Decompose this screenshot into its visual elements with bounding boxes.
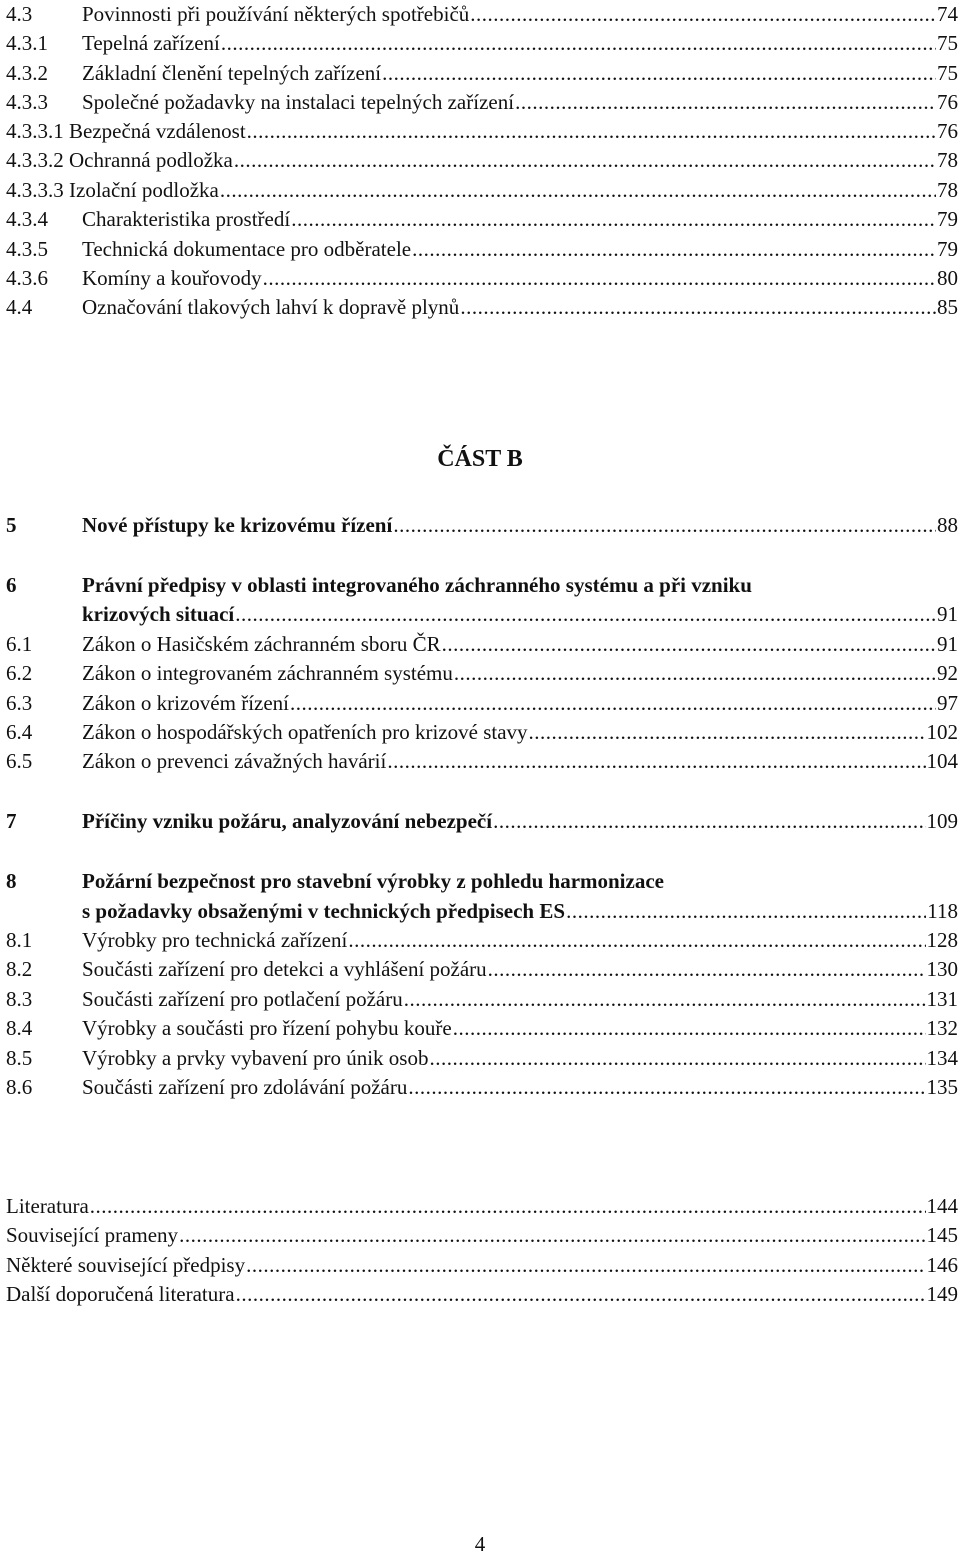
- dot-leader: [493, 806, 925, 836]
- toc-entry-title: Zákon o Hasičském záchranném sboru ČR: [82, 632, 441, 656]
- toc-entry[interactable]: [6, 292, 958, 322]
- dot-leader: [235, 599, 936, 629]
- toc-entry-title: Povinnosti při používání některých spotřebičů: [82, 2, 470, 26]
- dot-leader: [412, 234, 936, 264]
- toc-entry-page: 88: [937, 513, 958, 537]
- toc-entry-title: krizových situací: [82, 602, 235, 626]
- toc-entry-page: 132: [926, 1016, 958, 1040]
- toc-entry[interactable]: [6, 688, 958, 718]
- part-heading: ČÁST B: [437, 446, 523, 472]
- toc-entry-number: 8.1: [6, 928, 33, 952]
- dot-leader: [429, 1043, 925, 1073]
- toc-entry-number: 4.3.4: [6, 207, 48, 231]
- toc-entry-number: 6: [6, 573, 17, 597]
- toc-entry-title: Izolační podložka: [69, 178, 219, 202]
- toc-entry[interactable]: [6, 234, 958, 264]
- toc-entry-number: 8.4: [6, 1016, 33, 1040]
- toc-entry-number: 4.3.5: [6, 237, 48, 261]
- toc-entry-page: 128: [926, 928, 958, 952]
- toc-entry-title: Zákon o prevenci závažných havárií: [82, 749, 387, 773]
- toc-entry-number: 4.3.3: [6, 90, 48, 114]
- dot-leader: [179, 1220, 925, 1250]
- toc-entry[interactable]: [6, 175, 958, 205]
- toc-entry-page: 74: [937, 2, 958, 26]
- toc-entry-page: 146: [926, 1253, 958, 1277]
- toc-entry-title: Součásti zařízení pro detekci a vyhlášení požáru: [82, 957, 487, 981]
- toc-entry-title: Zákon o integrovaném záchranném systému: [82, 661, 453, 685]
- toc-entry-page: 92: [937, 661, 958, 685]
- toc-entry[interactable]: [6, 658, 958, 688]
- toc-entry-page: 75: [937, 31, 958, 55]
- toc-appendix-entry[interactable]: [6, 1191, 958, 1221]
- toc-entry-page: 80: [937, 266, 958, 290]
- dot-leader: [442, 629, 936, 659]
- toc-entry[interactable]: [6, 58, 958, 88]
- dot-leader: [290, 688, 936, 718]
- toc-entry-title: Základní členění tepelných zařízení: [82, 61, 382, 85]
- toc-chapter-continuation[interactable]: [6, 896, 958, 926]
- toc-chapter[interactable]: [6, 570, 958, 600]
- dot-leader: [348, 925, 925, 955]
- toc-entry-title: Označování tlakových lahví k dopravě plynů: [82, 295, 460, 319]
- toc-chapter[interactable]: [6, 510, 958, 540]
- toc-entry-page: 134: [926, 1046, 958, 1070]
- toc-entry-title: Příčiny vzniku požáru, analyzování nebezpečí: [82, 809, 493, 833]
- toc-entry-number: 6.2: [6, 661, 33, 685]
- toc-entry-page: 130: [926, 957, 958, 981]
- dot-leader: [234, 145, 936, 175]
- dot-leader: [460, 292, 936, 322]
- toc-entry-page: 78: [937, 148, 958, 172]
- toc-entry-page: 135: [926, 1075, 958, 1099]
- toc-entry-number: 5: [6, 513, 17, 537]
- toc-entry-number: 4.3.6: [6, 266, 48, 290]
- toc-entry-page: 79: [937, 207, 958, 231]
- toc-appendix-entry[interactable]: [6, 1250, 958, 1280]
- toc-entry-title: Bezpečná vzdálenost: [69, 119, 246, 143]
- toc-entry-page: 97: [937, 691, 958, 715]
- toc-entry[interactable]: [6, 116, 958, 146]
- toc-entry-number: 4.3.2: [6, 61, 48, 85]
- toc-entry-title: Výrobky pro technická zařízení: [82, 928, 348, 952]
- toc-entry-page: 149: [926, 1282, 958, 1306]
- toc-entry-title: Právní předpisy v oblasti integrovaného záchranného systému a při vzniku: [82, 573, 752, 597]
- toc-entry-title: Některé související předpisy: [6, 1253, 246, 1277]
- dot-leader: [515, 87, 936, 117]
- toc-entry[interactable]: [6, 717, 958, 747]
- toc-entry-page: 144: [926, 1194, 958, 1218]
- toc-appendix-entry[interactable]: [6, 1279, 958, 1309]
- toc-entry-title: Technická dokumentace pro odběratele: [82, 237, 412, 261]
- toc-entry[interactable]: [6, 0, 958, 29]
- toc-entry[interactable]: [6, 925, 958, 955]
- toc-entry[interactable]: [6, 954, 958, 984]
- toc-entry-page: 104: [926, 749, 958, 773]
- toc-entry-number: 8.2: [6, 957, 33, 981]
- toc-entry-page: 76: [937, 90, 958, 114]
- dot-leader: [404, 984, 926, 1014]
- toc-entry-title: Výrobky a prvky vybavení pro únik osob: [82, 1046, 429, 1070]
- dot-leader: [221, 28, 936, 58]
- toc-entry-title: Nové přístupy ke krizovému řízení: [82, 513, 393, 537]
- dot-leader: [90, 1191, 926, 1221]
- toc-entry-number: 8.6: [6, 1075, 33, 1099]
- toc-entry-title: Společné požadavky na instalaci tepelných zařízení: [82, 90, 515, 114]
- dot-leader: [566, 896, 926, 926]
- dot-leader: [236, 1279, 926, 1309]
- toc-entry-number: 4.3.3.2: [6, 148, 64, 172]
- toc-entry-number: 7: [6, 809, 17, 833]
- toc-chapter[interactable]: [6, 866, 958, 896]
- toc-entry-number: 8.5: [6, 1046, 33, 1070]
- toc-entry[interactable]: [6, 263, 958, 293]
- toc-entry-number: 4.3.3.1: [6, 119, 64, 143]
- toc-entry[interactable]: [6, 145, 958, 175]
- toc-entry[interactable]: [6, 629, 958, 659]
- toc-entry[interactable]: [6, 1013, 958, 1043]
- toc-entry-number: 6.3: [6, 691, 33, 715]
- toc-entry-page: 91: [937, 602, 958, 626]
- toc-entry-number: 6.4: [6, 720, 33, 744]
- toc-chapter-continuation[interactable]: [6, 599, 958, 629]
- toc-entry-title: Požární bezpečnost pro stavební výrobky z pohledu harmonizace: [82, 869, 664, 893]
- toc-entry-title: Zákon o hospodářských opatřeních pro krizové stavy: [82, 720, 528, 744]
- toc-entry-title: Související prameny: [6, 1223, 179, 1247]
- toc-entry-title: Komíny a kouřovody: [82, 266, 262, 290]
- dot-leader: [408, 1072, 925, 1102]
- toc-entry[interactable]: [6, 204, 958, 234]
- dot-leader: [291, 204, 936, 234]
- toc-entry-page: 75: [937, 61, 958, 85]
- toc-entry-number: 8: [6, 869, 17, 893]
- toc-entry-title: Součásti zařízení pro zdolávání požáru: [82, 1075, 408, 1099]
- toc-entry-page: 78: [937, 178, 958, 202]
- toc-entry-title: Výrobky a součásti pro řízení pohybu kouře: [82, 1016, 452, 1040]
- toc-entry-title: s požadavky obsaženými v technických předpisech ES: [82, 899, 566, 923]
- toc-entry-page: 102: [926, 720, 958, 744]
- dot-leader: [488, 954, 926, 984]
- toc-entry-page: 76: [937, 119, 958, 143]
- toc-entry-page: 131: [926, 987, 958, 1011]
- toc-appendix-entry[interactable]: [6, 1220, 958, 1250]
- toc-entry-title: Literatura: [6, 1194, 89, 1218]
- dot-leader: [247, 116, 936, 146]
- toc-entry-number: 8.3: [6, 987, 33, 1011]
- toc-entry-number: 4.3.3.3: [6, 178, 64, 202]
- toc-entry-number: 6.5: [6, 749, 33, 773]
- dot-leader: [220, 175, 936, 205]
- dot-leader: [246, 1250, 925, 1280]
- toc-entry[interactable]: [6, 984, 958, 1014]
- toc-entry-number: 4.3: [6, 2, 33, 26]
- page-number: 4: [474, 1532, 486, 1556]
- toc-entry-title: Zákon o krizovém řízení: [82, 691, 290, 715]
- toc-entry-title: Ochranná podložka: [69, 148, 233, 172]
- toc-chapter[interactable]: [6, 806, 958, 836]
- toc-entry-number: 4.4: [6, 295, 33, 319]
- dot-leader: [263, 263, 936, 293]
- toc-entry[interactable]: [6, 28, 958, 58]
- toc-entry[interactable]: [6, 87, 958, 117]
- dot-leader: [453, 1013, 926, 1043]
- toc-entry-title: Součásti zařízení pro potlačení požáru: [82, 987, 403, 1011]
- toc-entry-page: 85: [937, 295, 958, 319]
- toc-entry-page: 145: [926, 1223, 958, 1247]
- toc-entry-title: Charakteristika prostředí: [82, 207, 291, 231]
- dot-leader: [387, 746, 925, 776]
- toc-entry-number: 6.1: [6, 632, 33, 656]
- toc-entry-title: Další doporučená literatura: [6, 1282, 235, 1306]
- toc-entry-page: 109: [926, 809, 958, 833]
- dot-leader: [529, 717, 926, 747]
- toc-entry[interactable]: [6, 746, 958, 776]
- toc-entry-page: 91: [937, 632, 958, 656]
- dot-leader: [382, 58, 936, 88]
- dot-leader: [393, 510, 936, 540]
- toc-entry-page: 79: [937, 237, 958, 261]
- dot-leader: [470, 0, 936, 29]
- toc-entry-page: 118: [927, 899, 958, 923]
- toc-entry[interactable]: [6, 1043, 958, 1073]
- toc-entry-number: 4.3.1: [6, 31, 48, 55]
- toc-entry-title: Tepelná zařízení: [82, 31, 220, 55]
- toc-entry[interactable]: [6, 1072, 958, 1102]
- dot-leader: [454, 658, 936, 688]
